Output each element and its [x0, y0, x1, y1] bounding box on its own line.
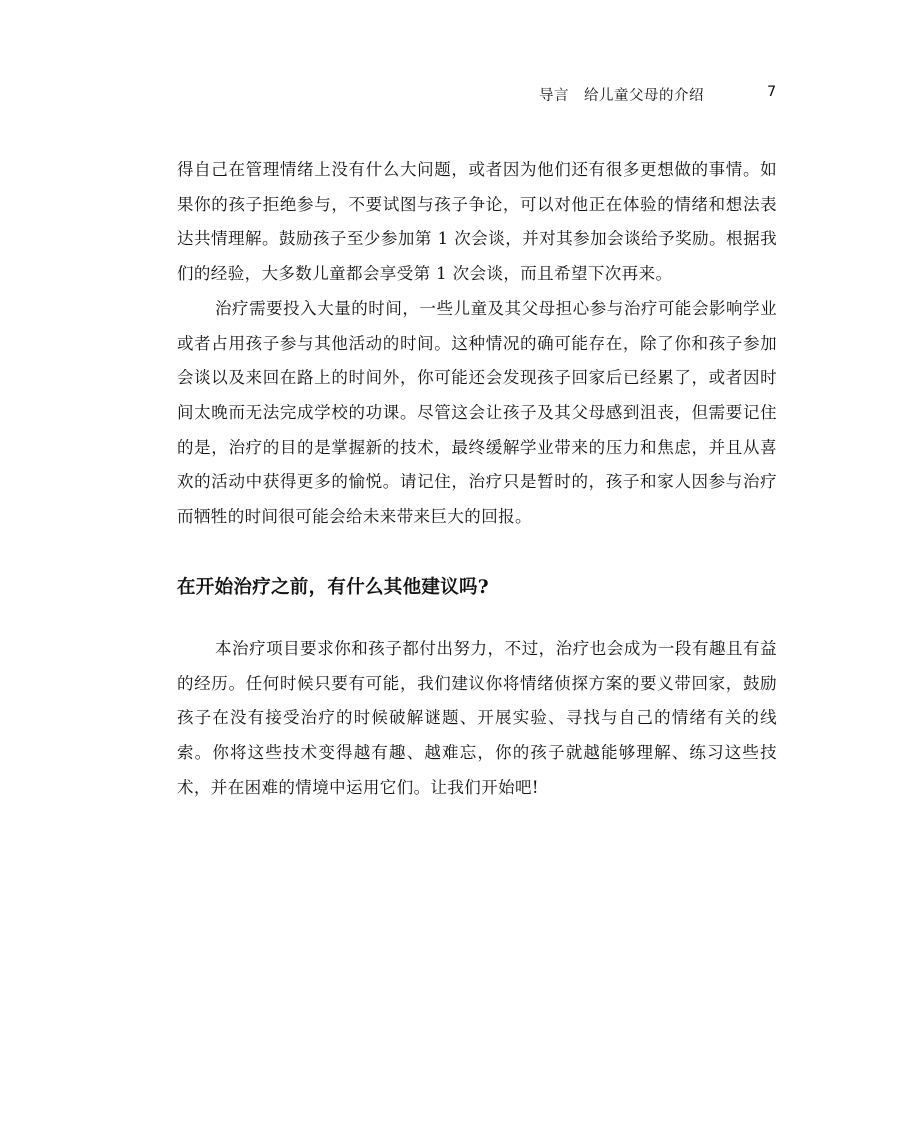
section-heading: 在开始治疗之前，有什么其他建议吗?: [177, 577, 489, 598]
running-header: [0, 84, 900, 106]
running-title: 导言 给儿童父母的介绍: [539, 88, 704, 104]
paragraph-treatment-time: 治疗需要投入大量的时间，一些儿童及其父母担心参与治疗可能会影响学业或者占用孩子参与其他活动的时间。这种情况的确可能存在，除了你和孩子参加会谈以及来回在路上的时间外，你可能还会发现孩子回家后已经累了，或者因时间太晚而无法完成学校的功课。尽管这会让孩子及其父母感到沮丧，但需要记住的是，治疗的目的是掌握新的技术，最终缓解学业带来的压力和焦虑，并且从喜欢的活动中获得更多的愉悦。请记住，治疗只是暂时的，孩子和家人因参与治疗而牺牲的时间很可能会给未来带来巨大的回报。: [177, 298, 777, 527]
paragraph-suggestions: 本治疗项目要求你和孩子都付出努力，不过，治疗也会成为一段有趣且有益的经历。任何时候只要有可能，我们建议你将情绪侦探方案的要义带回家，鼓励孩子在没有接受治疗的时候破解谜题、开展实验、寻找与自己的情绪有关的线索。你将这些技术变得越有趣、越难忘，你的孩子就越能够理解、练习这些技术，并在困难的情境中运用它们。让我们开始吧!: [177, 639, 777, 797]
paragraph-continued: 得自己在管理情绪上没有什么大问题，或者因为他们还有很多更想做的事情。如果你的孩子拒绝参与，不要试图与孩子争论，可以对他正在体验的情绪和想法表达共情理解。鼓励孩子至少参加第 1 次会谈，并对其参加会谈给予奖励。根据我们的经验，大多数儿童都会享受第 1 次会谈，而且希望下次再来。: [177, 160, 777, 284]
body-text-block: [177, 153, 777, 535]
section-body: [177, 632, 777, 806]
page-number: 7: [767, 84, 777, 100]
